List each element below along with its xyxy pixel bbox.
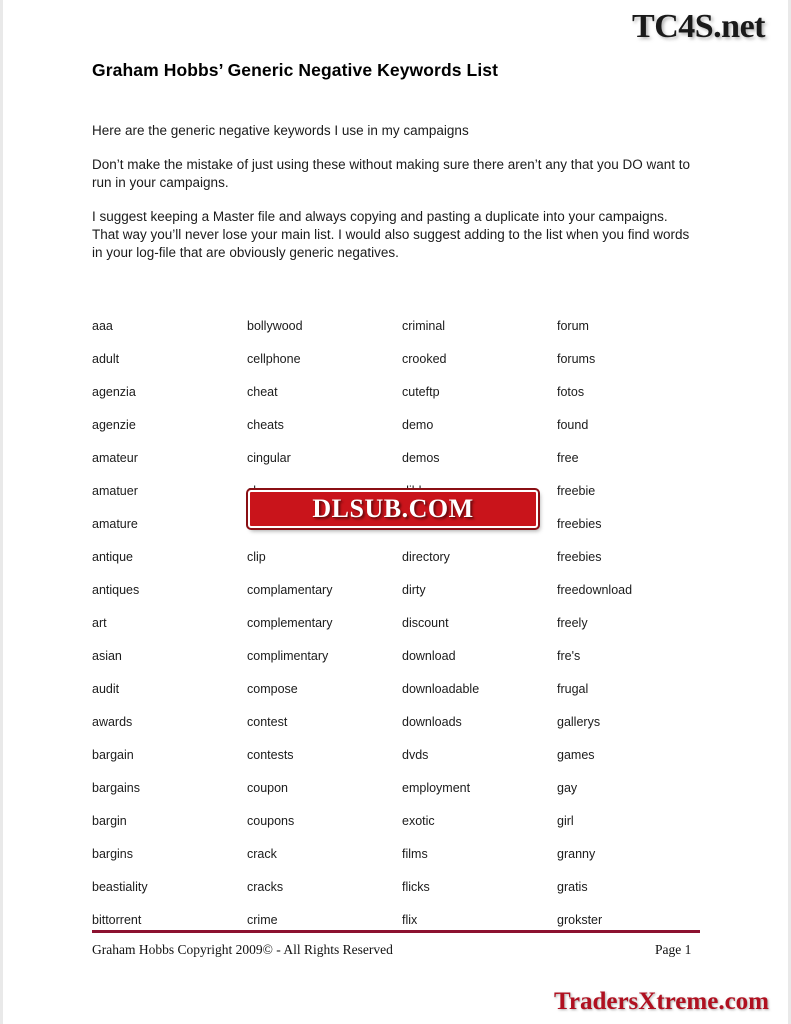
keyword-item: bargins (92, 847, 133, 861)
footer-copyright: Graham Hobbs Copyright 2009© - All Rights Reserved (92, 942, 393, 957)
keyword-item: beastiality (92, 880, 148, 894)
keyword-item: asian (92, 649, 122, 663)
keyword-item: amatuer (92, 484, 138, 498)
footer-divider (92, 930, 700, 933)
keyword-item: gay (557, 781, 578, 795)
keyword-item: awards (92, 715, 133, 729)
keyword-item: downloadable (402, 682, 480, 696)
keyword-column-4 (557, 310, 712, 937)
keyword-item: films (402, 847, 428, 861)
keyword-item: freely (557, 616, 588, 630)
keyword-item: crack (247, 847, 277, 861)
keyword-item: freebies (557, 550, 602, 564)
keyword-item: complamentary (247, 583, 333, 597)
keyword-item: gallerys (557, 715, 601, 729)
keyword-item: employment (402, 781, 471, 795)
keyword-item: contest (247, 715, 288, 729)
keyword-column-1 (92, 310, 247, 937)
keyword-item: download (402, 649, 456, 663)
keyword-item: freebies (557, 517, 602, 531)
center-watermark-badge (248, 490, 538, 528)
keyword-item: complimentary (247, 649, 329, 663)
keyword-item: cellphone (247, 352, 301, 366)
keyword-column-3 (402, 310, 557, 937)
keyword-item: fre's (557, 649, 581, 663)
keyword-item: cheats (247, 418, 284, 432)
keyword-item: free (557, 451, 579, 465)
keyword-item: bargin (92, 814, 127, 828)
keyword-item: cuteftp (402, 385, 440, 399)
keyword-item: art (92, 616, 107, 630)
keyword-item: games (557, 748, 595, 762)
keyword-item: forums (557, 352, 596, 366)
keyword-item: demos (402, 451, 440, 465)
keyword-item: discount (402, 616, 449, 630)
center-watermark-text: DLSUB.COM (312, 494, 474, 523)
keyword-item: complementary (247, 616, 333, 630)
keyword-item: demo (402, 418, 434, 432)
keyword-item: crooked (402, 352, 447, 366)
keyword-item: fotos (557, 385, 585, 399)
page-edge-left (0, 0, 3, 1024)
brand-watermark-top: TC4S.net (632, 8, 765, 45)
keyword-item: flix (402, 913, 418, 927)
keyword-item: agenzia (92, 385, 136, 399)
keyword-item: girl (557, 814, 574, 828)
intro-text (92, 122, 692, 262)
intro-paragraph-1: Here are the generic negative keywords I use in my campaigns (92, 123, 469, 138)
keyword-item: criminal (402, 319, 446, 333)
keyword-item: coupon (247, 781, 289, 795)
intro-paragraph-2: Don’t make the mistake of just using these without making sure there aren’t any that you DO want to run in your campaigns. (92, 157, 691, 190)
keyword-item: dirty (402, 583, 426, 597)
keyword-columns (92, 310, 712, 937)
keyword-item: cheat (247, 385, 278, 399)
keyword-item: audit (92, 682, 120, 696)
keyword-column-2 (247, 310, 402, 937)
footer-page-number: Page 1 (655, 942, 692, 957)
keyword-item: exotic (402, 814, 435, 828)
keyword-item: antiques (92, 583, 140, 597)
keyword-item: freebie (557, 484, 596, 498)
keyword-item: frugal (557, 682, 589, 696)
keyword-item: freedownload (557, 583, 633, 597)
keyword-item: bargains (92, 781, 140, 795)
keyword-item: amateur (92, 451, 138, 465)
keyword-item: agenzie (92, 418, 136, 432)
keyword-item: cingular (247, 451, 291, 465)
keyword-item: grokster (557, 913, 603, 927)
keyword-item: found (557, 418, 589, 432)
keyword-item: compose (247, 682, 298, 696)
keyword-item: antique (92, 550, 134, 564)
keyword-item: amature (92, 517, 138, 531)
brand-watermark-bottom: TradersXtreme.com (554, 988, 769, 1015)
keyword-item: bargain (92, 748, 134, 762)
keyword-item: dvds (402, 748, 429, 762)
keyword-item: directory (402, 550, 450, 564)
keyword-item: flicks (402, 880, 430, 894)
keyword-item: gratis (557, 880, 588, 894)
keyword-item: aaa (92, 319, 113, 333)
keyword-item: coupons (247, 814, 295, 828)
keyword-item: granny (557, 847, 596, 861)
keyword-item: bollywood (247, 319, 303, 333)
keyword-item: downloads (402, 715, 462, 729)
keyword-item: contests (247, 748, 294, 762)
keyword-item: crime (247, 913, 278, 927)
intro-paragraph-3: I suggest keeping a Master file and always copying and pasting a duplicate into your campaigns. That way you’ll never lose your main list. I would also suggest adding to the list when you find words in your log-file that are obviously generic negatives. (92, 209, 690, 260)
page-title: Graham Hobbs’ Generic Negative Keywords List (92, 59, 499, 80)
keyword-item: forum (557, 319, 589, 333)
keyword-item: cracks (247, 880, 284, 894)
keyword-item: bittorrent (92, 913, 142, 927)
keyword-item: adult (92, 352, 120, 366)
keyword-item: clip (247, 550, 266, 564)
